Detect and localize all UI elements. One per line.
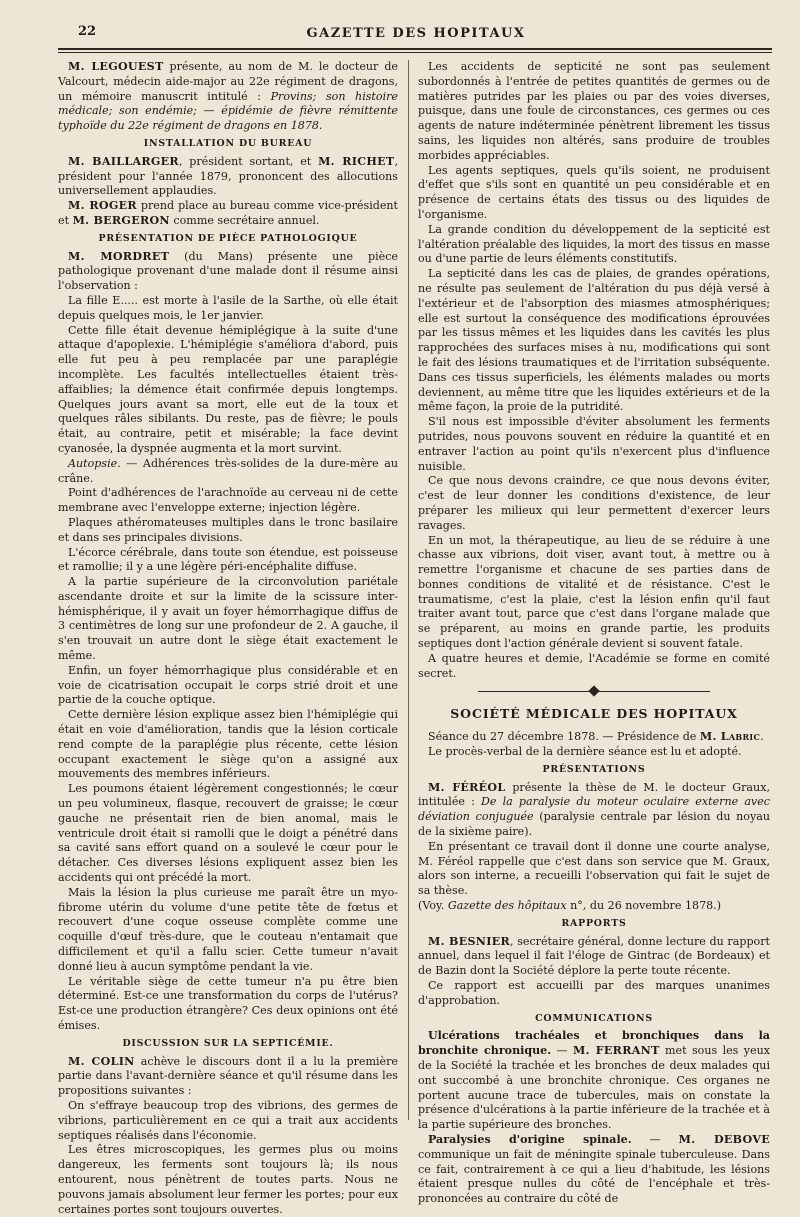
paragraph: A la partie supérieure de la circonvolution pariétale ascendante droite et sur la limite de la scissure inter-hémisphérique, il y avait un foyer hémorrhagique diffus de 3 centimètres de long sur une profondeur de 2. A gauche, il s'en trouvait un autre dont le siège était exactement le même. (58, 575, 398, 663)
paragraph: Plaques athéromateuses multiples dans le tronc basilaire et dans ses principales divisions. (58, 515, 398, 544)
paragraph-text: Séance du 27 décembre 1878. — Présidence de (428, 730, 700, 744)
paragraph (58, 199, 398, 229)
paragraph: Les accidents de septicité ne sont pas seulement subordonnés à l'entrée de petites quantités de germes ou de matières putrides par les plaies ou par des voies diverses, puisque, dans une foule de circonstances, ces germes ou ces agents de nature indéterminée pénètrent librement les tissus sains, les liquides non altérés, sans produire de troubles morbides appréciables. (418, 60, 770, 162)
paragraph-text: présente, au nom de M. le docteur de Valcourt, médecin aide-major au 22e régiment de dragons, un mémoire manuscrit intitulé : (58, 60, 398, 103)
paragraph-text: prend place au bureau comme vice-président et (58, 199, 399, 227)
speaker-name: M. COLIN (68, 1054, 135, 1068)
communication-title: Paralysies d'origine spinale. (428, 1132, 632, 1146)
paragraph-text: — Adhérences très-solides de la dure-mère au crâne. (58, 456, 398, 485)
thesis-title: De la paralysie du moteur oculaire externe avec déviation conjuguée (418, 795, 770, 824)
speaker-name: M. FÉRÉOL (428, 780, 506, 794)
running-title: GAZETTE DES HOPITAUX (306, 26, 526, 41)
left-column (58, 60, 398, 1217)
paragraph: En un mot, la thérapeutique, au lieu de se réduire à une chasse aux vibrions, doit viser, avant tout, à mettre ou à remettre l'organisme et chacune de ses parties dans de bonnes conditions de vitalité et de résistance. C'est le traumatisme, c'est la plaie, c'est la lésion enfin qu'il faut traiter avant tout, parce que c'est dans l'organe malade que se préparent, au moins en grande partie, les produits septiques dont l'action générale devient si souvent fatale. (418, 533, 770, 651)
speaker-name: M. DEBOVE (678, 1132, 770, 1146)
journal-reference: Gazette des hôpitaux (447, 899, 567, 913)
paragraph-text: met sous les yeux de la Société la trachée et les bronches de deux malades qui ont succombé à une bronchite chronique. Ces organes ne portent aucune trace de tubercules, mais on constate la présence d'ulcérations à la partie inférieure de la trachée et à la partie supérieure des bronches. (418, 1044, 770, 1132)
speaker-name: M. BAILLARGER (68, 154, 179, 168)
speaker-name: M. ROGER (68, 199, 137, 213)
work-title: Provins; son histoire médicale; son endémie; — épidémie de fièvre rémittente typhoïde du 22e régiment de dragons en 1878. (58, 89, 398, 133)
paragraph (58, 457, 398, 487)
paragraph-text: , président sortant, et (178, 154, 319, 168)
paragraph-text: . (760, 730, 764, 744)
paragraph (58, 250, 398, 294)
paragraph: La grande condition du développement de la septicité est l'altération préalable des liquides, la mort des tissus en masse ou d'une partie de leurs éléments constitutifs. (418, 222, 770, 266)
autopsy-label: Autopsie. (68, 456, 121, 470)
paragraph: Point d'adhérences de l'arachnoïde au cerveau ni de cette membrane avec l'enveloppe externe; injection légère. (58, 486, 398, 515)
paragraph (418, 1029, 770, 1133)
speaker-name: M. FERRANT (572, 1044, 660, 1058)
paragraph: Les êtres microscopiques, les germes plus ou moins dangereux, les ferments sont toujours là; ils nous entourent, nous pénètrent de toutes parts. Nous ne pouvons jamais absolument leur fermer les portes; pour eux certaines portes sont toujours ouvertes. (58, 1143, 398, 1216)
paragraph: Ce que nous devons craindre, ce que nous devons éviter, c'est de leur donner les conditions d'existence, de leur préparer les milieux qui leur permettent d'exercer leurs ravages. (418, 474, 770, 532)
paragraph: On s'effraye beaucoup trop des vibrions, des germes de vibrions, particulièrement en ce qui a trait aux accidents septiques réalisés dans l'économie. (58, 1098, 398, 1142)
communication-title: Ulcérations trachéales et bronchiques dans la bronchite chronique. (418, 1029, 770, 1058)
ornament-diamond-icon (588, 686, 599, 697)
section-heading: RAPPORTS (561, 917, 627, 929)
speaker-name: M. MORDRET (68, 249, 170, 263)
page-number: 22 (78, 24, 97, 39)
section-heading: PRÉSENTATIONS (542, 763, 646, 775)
paragraph-text: , secrétaire général, donne lecture du rapport annuel, dans lequel il fait l'éloge de Gintrac (de Bordeaux) et de Bazin dont la Société déplore la perte toute récente. (418, 934, 770, 978)
page-header (60, 22, 772, 48)
paragraph-text: (du Mans) présente une pièce pathologique provenant d'une malade dont il résume ainsi l'observation : (58, 249, 399, 293)
speaker-name: M. BESNIER (428, 934, 510, 948)
paragraph: La septicité dans les cas de plaies, de grandes opérations, ne résulte pas seulement de l'altération du pus déjà versé à l'extérieur et de l'absorption des miasmes atmosphériques; elle est surtout la conséquence des modifications éprouvées par les tissus mêmes et les liquides dans les cavités les plus rapprochées des surfaces mises à nu, modifications qui sont le fait des lésions traumatiques et de l'irritation subséquente. Dans ces tissus superficiels, les éléments malades ou morts deviennent, au même titre que les liquides extérieurs et de la même façon, la proie de la putridité. (418, 267, 770, 414)
paragraph: S'il nous est impossible d'éviter absolument les ferments putrides, nous pouvons souvent en réduire la quantité et en entraver l'action au point qu'ils n'exercent plus d'influence nuisible. (418, 415, 770, 473)
paragraph-text: comme secrétaire annuel. (169, 213, 320, 227)
right-column (418, 60, 770, 1207)
paragraph-text: , président pour l'année 1879, prononcent des allocutions universellement applaudies. (58, 154, 399, 198)
header-rule-thin (58, 52, 772, 53)
header-rule (58, 48, 772, 50)
paragraph-text: — (631, 1132, 679, 1146)
paragraph: A quatre heures et demie, l'Académie se forme en comité secret. (418, 651, 770, 680)
paragraph (58, 1055, 398, 1099)
paragraph-text: achève le discours dont il a lu la première partie dans l'avant-dernière séance et qu'il résume dans les propositions suivantes : (58, 1054, 398, 1098)
paragraph: Le véritable siège de cette tumeur n'a pu être bien déterminé. Est-ce une transformation du corps de l'utérus? Est-ce une production étrangère? Ces deux opinions ont été émises. (58, 974, 398, 1032)
paragraph: La fille E..... est morte à l'asile de la Sarthe, où elle était depuis quelques mois, le 1er janvier. (58, 293, 398, 322)
paragraph-text: communique un fait de méningite spinale tuberculeuse. Dans ce fait, contrairement à ce qui a lieu d'habitude, les lésions étaient presque nulles du côté de l'encéphale et très-prononcées au contraire du côté de (418, 1147, 770, 1206)
paragraph-text: (paralysie centrale par lésion du noyau de la sixième paire). (418, 810, 770, 839)
speaker-name: M. BERGERON (72, 213, 170, 227)
president-name: M. Labric (699, 730, 761, 744)
paragraph (58, 155, 398, 199)
speaker-name: M. LEGOUEST (68, 60, 164, 73)
paragraph: L'écorce cérébrale, dans toute son étendue, est poisseuse et ramollie; il y a une légère péri-encéphalite diffuse. (58, 545, 398, 574)
ornament-divider (418, 681, 770, 703)
paragraph (58, 60, 398, 134)
section-heading: PRÉSENTATION DE PIÈCE PATHOLOGIQUE (98, 232, 358, 244)
paragraph: Cette fille était devenue hémiplégique à la suite d'une attaque d'apoplexie. L'hémiplégie s'améliora d'abord, puis elle fut peu à peu remplacée par une paraplégie incomplète. Les facultés intellectuelles étaient très-affaiblies; la démence était confirmée depuis longtemps. Quelques jours avant sa mort, elle eut de la toux et quelques râles sibilants. Du reste, pas de fièvre; le pouls était, au contraire, petit et misérable; la face devint cyanosée, la dyspnée augmenta et la mort survint. (58, 323, 398, 455)
paragraph: Enfin, un foyer hémorrhagique plus considérable et en voie de cicatrisation occupait le corps strié droit et une partie de la couche optique. (58, 663, 398, 707)
paragraph (418, 781, 770, 840)
society-title: SOCIÉTÉ MÉDICALE DES HOPITAUX (450, 706, 738, 722)
paragraph: Le procès-verbal de la dernière séance est lu et adopté. (428, 745, 742, 759)
paragraph-text: présente la thèse de M. le docteur Graux, intitulée : (418, 780, 770, 809)
paragraph (418, 730, 770, 745)
section-heading: INSTALLATION DU BUREAU (143, 137, 313, 149)
section-heading: COMMUNICATIONS (535, 1012, 653, 1024)
section-heading: DISCUSSION SUR LA SEPTICÉMIE. (122, 1037, 334, 1049)
paragraph: Cette dernière lésion explique assez bien l'hémiplégie qui était en voie d'amélioration, tandis que la lésion corticale rend compte de la paraplégie plus récente, cette lésion occupant exactement le siège qu'on a assigné aux mouvements des membres inférieurs. (58, 708, 398, 781)
speaker-name: M. RICHET (318, 154, 395, 168)
paragraph: Les poumons étaient légèrement congestionnés; le cœur un peu volumineux, flasque, recouvert de graisse; le cœur gauche ne présentait rien de bien anomal, mais le ventricule droit était si ramolli que le doigt a pénétré dans sa cavité sans effort quand on a soulevé le cœur pour le détacher. Ces diverses lésions expliquent assez bien les accidents qui ont précédé la mort. (58, 782, 398, 885)
paragraph: Les agents septiques, quels qu'ils soient, ne produisent d'effet que s'ils sont en quantité un peu considérable et en présence de certains états des tissus ou des liquides de l'organisme. (418, 163, 770, 221)
paragraph-text: — (551, 1044, 573, 1058)
paragraph (418, 899, 770, 914)
paragraph: Ce rapport est accueilli par des marques unanimes d'approbation. (418, 979, 770, 1007)
paragraph-text: (Voy. (418, 899, 448, 913)
column-divider (408, 60, 409, 1120)
paragraph (418, 935, 770, 979)
paragraph: Mais la lésion la plus curieuse me paraît être un myo-fibrome utérin du volume d'une petite tête de fœtus et recouvert d'une coque osseuse complète comme une coquille d'œuf très-dure, que le couteau n'entamait que difficilement et qu'il a fallu scier. Cette tumeur n'avait donné lieu à aucun symptôme pendant la vie. (58, 885, 398, 973)
paragraph (418, 1133, 770, 1207)
paragraph-text: n°, du 26 novembre 1878.) (566, 899, 722, 913)
paragraph: En présentant ce travail dont il donne une courte analyse, M. Féréol rappelle que c'est dans son service que M. Graux, alors son interne, a recueilli l'observation qui fait le sujet de sa thèse. (418, 839, 770, 898)
